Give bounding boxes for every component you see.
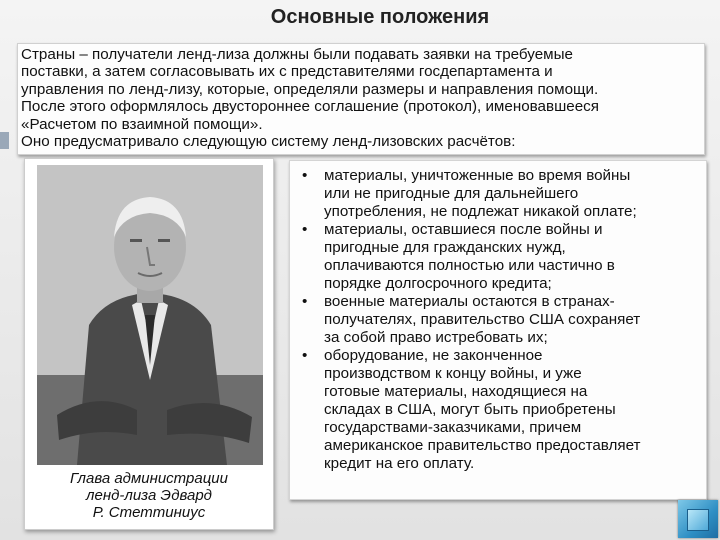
intro-marker (0, 132, 9, 149)
condition-line: военные материалы остаются в странах- (324, 293, 615, 310)
condition-line: оплачиваются полностью или частично в (324, 257, 615, 274)
bullet-marker: • (302, 221, 308, 238)
bullet-marker: • (302, 167, 308, 184)
condition-line: за собой право истребовать их; (324, 329, 548, 346)
portrait-illustration (37, 165, 263, 465)
intro-line: «Расчетом по взаимной помощи». (21, 115, 263, 133)
portrait-photo (37, 165, 263, 465)
condition-line: готовые материалы, находящиеся на (324, 383, 588, 400)
condition-item (290, 347, 706, 473)
intro-text-box (17, 43, 705, 155)
condition-line: материалы, оставшиеся после войны и (324, 221, 603, 238)
corner-square-icon (687, 509, 709, 531)
condition-item (290, 167, 706, 221)
portrait-caption (25, 470, 273, 521)
condition-line: государствами-заказчиками, причем (324, 419, 582, 436)
condition-line: оборудование, не законченное (324, 347, 543, 364)
condition-line: производством к концу войны, и уже (324, 365, 582, 382)
condition-line: материалы, уничтоженные во время войны (324, 167, 631, 184)
condition-line: кредит на его оплату. (324, 455, 475, 472)
condition-line: получателях, правительство США сохраняет (324, 311, 641, 328)
slide-title: Основные положения (270, 6, 490, 28)
bullet-marker: • (302, 347, 308, 364)
intro-line: После этого оформлялось двустороннее соглашение (протокол), именовавшееся (21, 98, 599, 116)
condition-line: пригодные для гражданских нужд, (324, 239, 566, 256)
condition-item (290, 221, 706, 293)
caption-line: ленд-лиза Эдвард (86, 487, 212, 504)
caption-line: Р. Стеттиниус (92, 504, 206, 521)
conditions-list (289, 160, 707, 500)
condition-line: американское правительство предоставляет (324, 437, 641, 454)
condition-line: складах в США, могут быть приобретены (324, 401, 616, 418)
condition-line: употребления, не подлежат никакой оплате; (324, 203, 637, 220)
intro-line: поставки, а затем согласовывать их с представителями госдепартамента и (21, 63, 553, 81)
caption-line: Глава администрации (70, 470, 228, 487)
portrait-card (24, 158, 274, 530)
condition-item (290, 293, 706, 347)
bullet-marker: • (302, 293, 308, 310)
intro-line: управления по ленд-лизу, которые, определяли размеры и направления помощи. (21, 80, 599, 98)
condition-line: или не пригодные для дальнейшего (324, 185, 579, 202)
intro-line: Страны – получатели ленд-лиза должны были подавать заявки на требуемые (21, 46, 573, 63)
slide-corner-icon (678, 500, 718, 538)
condition-line: порядке долгосрочного кредита; (324, 275, 552, 292)
intro-line: Оно предусматривало следующую систему ленд-лизовских расчётов: (21, 133, 516, 151)
